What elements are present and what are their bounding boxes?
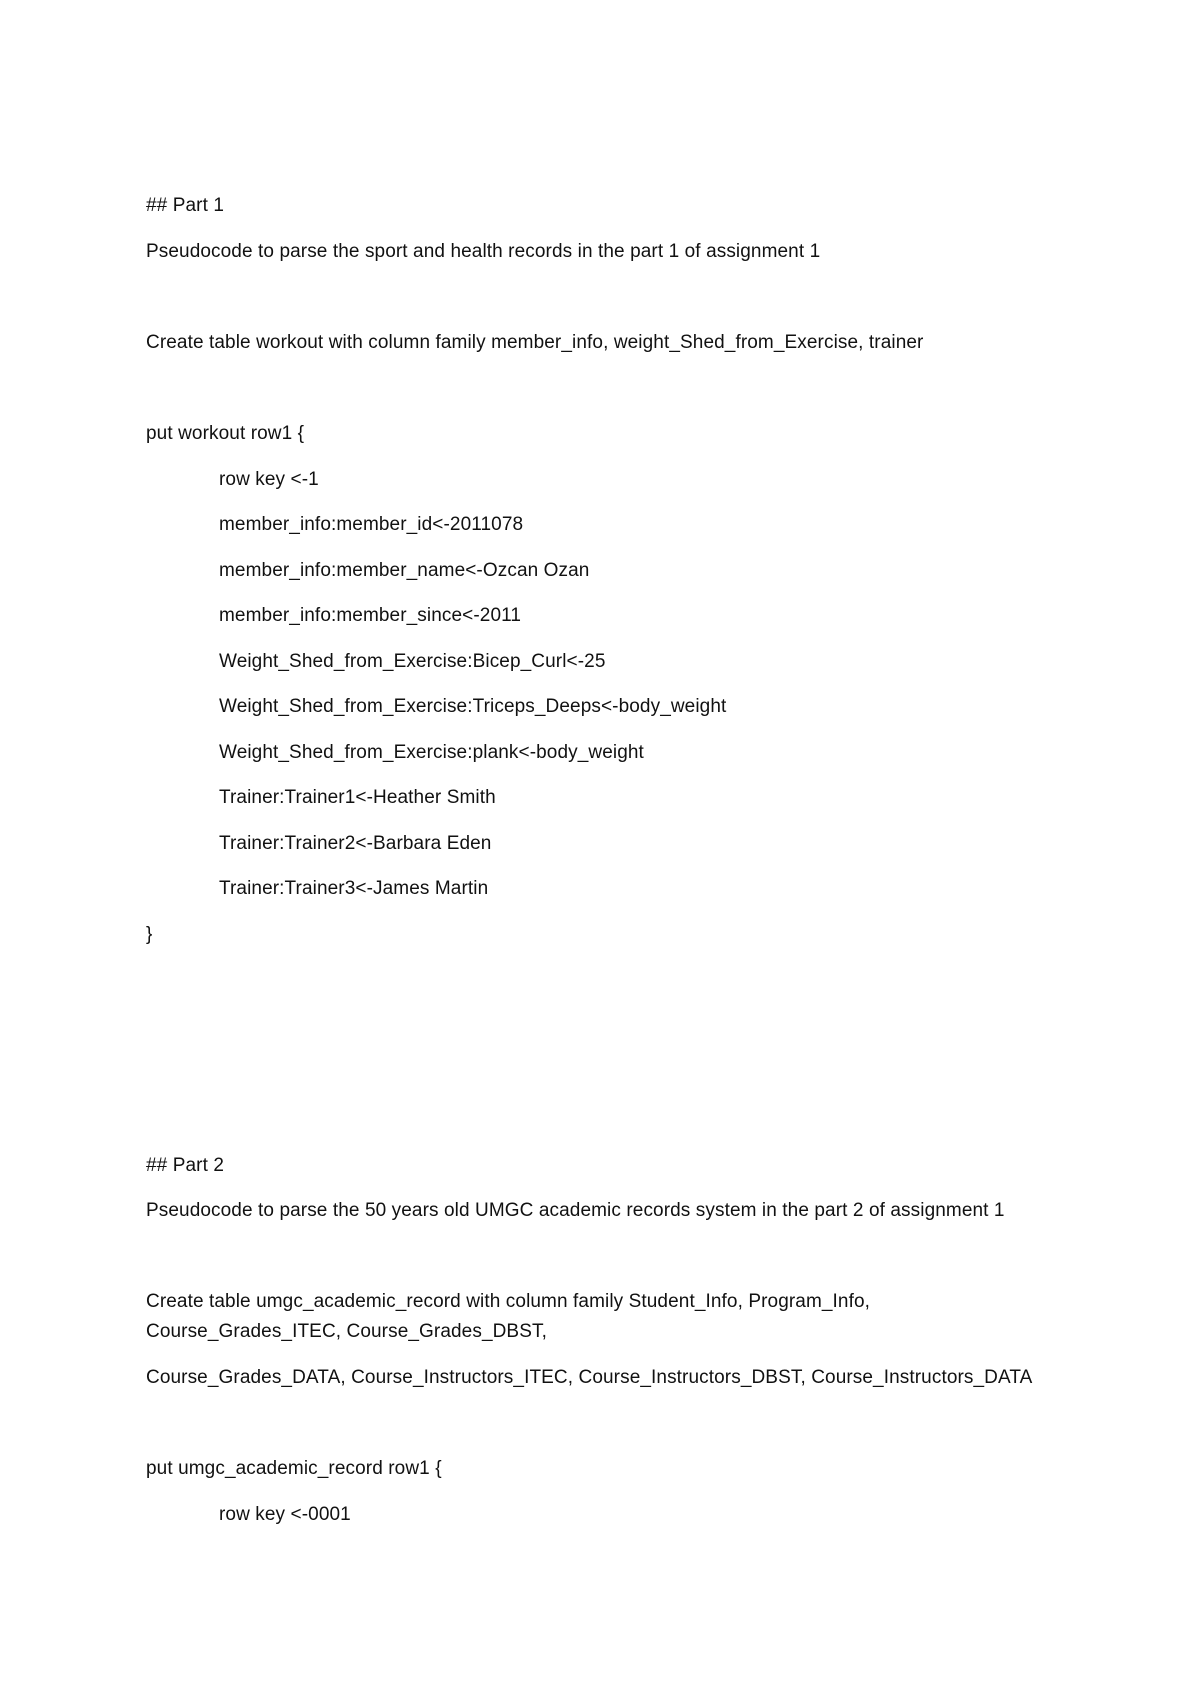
part1-description: Pseudocode to parse the sport and health records in the part 1 of assignment 1 <box>146 241 821 262</box>
part2-create-statement-line3: Course_Grades_DATA, Course_Instructors_ITEC, Course_Instructors_DBST, Course_Instructors_DATA <box>146 1367 1033 1388</box>
part1-field: member_info:member_since<-2011 <box>219 605 522 626</box>
part1-field: Trainer:Trainer1<-Heather Smith <box>219 787 496 808</box>
part1-field: row key <-1 <box>219 469 319 490</box>
part1-field: Weight_Shed_from_Exercise:Triceps_Deeps<-body_weight <box>219 696 727 717</box>
part1-field: member_info:member_name<-Ozcan Ozan <box>219 560 590 581</box>
part2-field: row key <-0001 <box>219 1504 351 1525</box>
part1-create-statement: Create table workout with column family member_info, weight_Shed_from_Exercise, trainer <box>146 332 924 353</box>
part1-put-open: put workout row1 { <box>146 423 305 444</box>
part1-field: Weight_Shed_from_Exercise:Bicep_Curl<-25 <box>219 651 606 672</box>
part1-field: member_info:member_id<-2011078 <box>219 514 524 535</box>
part2-description: Pseudocode to parse the 50 years old UMGC academic records system in the part 2 of assignment 1 <box>146 1200 1005 1221</box>
part1-field: Trainer:Trainer3<-James Martin <box>219 878 489 899</box>
part2-create-statement-line1: Create table umgc_academic_record with column family Student_Info, Program_Info, <box>146 1291 871 1312</box>
part1-heading: ## Part 1 <box>146 195 225 216</box>
part2-heading: ## Part 2 <box>146 1155 225 1176</box>
part2-put-open: put umgc_academic_record row1 { <box>146 1458 442 1479</box>
part1-put-close: } <box>146 924 153 945</box>
part2-create-statement-line2: Course_Grades_ITEC, Course_Grades_DBST, <box>146 1321 547 1342</box>
part1-field: Trainer:Trainer2<-Barbara Eden <box>219 833 492 854</box>
part1-field: Weight_Shed_from_Exercise:plank<-body_weight <box>219 742 644 763</box>
